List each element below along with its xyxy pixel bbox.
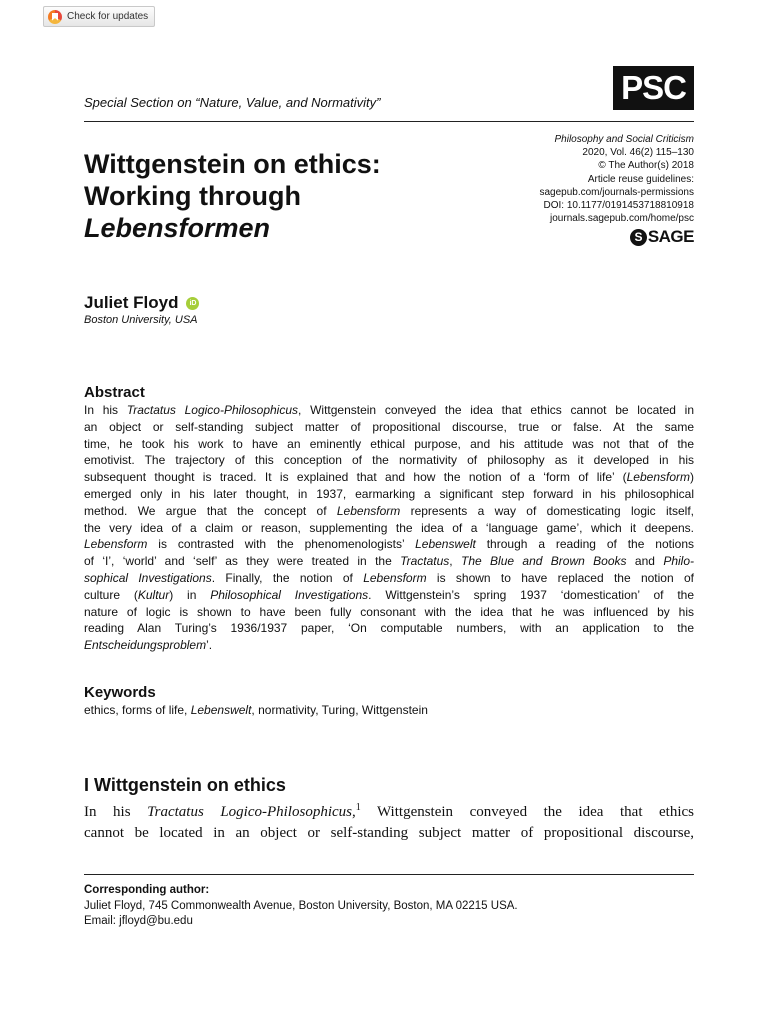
- abstract-line: [84, 637, 694, 654]
- abstract-line: [84, 419, 694, 436]
- body-paragraph: [84, 802, 694, 844]
- abstract-text: is shown to have replaced the notion of: [426, 570, 694, 585]
- abstract-text: time, he took his work to have an eminently ethical purpose, and his attitude was not that of the: [84, 436, 694, 451]
- abstract-text: In his: [84, 403, 127, 417]
- abstract-italic-text: Entscheidungsproblem: [84, 638, 207, 653]
- abstract-text: the very idea of a claim or reason, supplementing the idea of a ‘language game’, which it deepens.: [84, 520, 694, 535]
- abstract-text: . Wittgenstein’s spring 1937 ‘domestication’ of the: [368, 587, 695, 602]
- body-line-2: cannot be located in an object or self-standing subject matter of propositional discourse,: [84, 825, 694, 841]
- body-text-comma: ,: [351, 804, 356, 820]
- abstract-italic-text: The Blue and Brown Books: [460, 554, 627, 569]
- abstract-text: subsequent thought is traced. It is explained that and how the notion of a ‘form of life’ (: [84, 470, 627, 485]
- abstract-italic-text: Philo-: [663, 554, 694, 569]
- abstract-line: [84, 570, 694, 587]
- abstract-text: ) in: [169, 587, 211, 602]
- body-text-segment: In his: [84, 804, 148, 820]
- abstract-italic-text: Tractatus Logico-Philosophicus: [126, 403, 299, 417]
- abstract-text: is contrasted with the phenomenologists’: [147, 537, 416, 552]
- abstract-text: . Finally, the notion of: [211, 570, 364, 585]
- journal-info: [454, 133, 694, 225]
- keywords-part-3: , normativity, Turing, Wittgenstein: [251, 703, 428, 717]
- abstract-line: [84, 486, 694, 503]
- sage-logo: [630, 227, 694, 247]
- abstract-text: , Wittgenstein conveyed the idea that ethics cannot be located in: [298, 403, 695, 417]
- corresponding-author-heading: Corresponding author:: [84, 884, 210, 896]
- abstract-text: culture (: [84, 587, 138, 602]
- check-for-updates-button[interactable]: [43, 6, 155, 27]
- abstract-text: represents a way of domesticating logic itself,: [400, 503, 695, 518]
- abstract-line: [84, 520, 694, 537]
- abstract-line: [84, 402, 694, 419]
- abstract-italic-text: sophical Investigations: [84, 570, 212, 585]
- abstract-italic-text: Lebensform: [84, 537, 148, 552]
- footnote-marker[interactable]: 1: [355, 802, 361, 813]
- abstract-line: [84, 536, 694, 553]
- check-for-updates-label: Check for updates: [67, 11, 149, 22]
- abstract-italic-text: Philosophical Investigations: [210, 587, 369, 602]
- sage-mark-icon: [630, 229, 647, 246]
- copyright-notice: © The Author(s) 2018: [598, 160, 694, 172]
- orcid-icon[interactable]: iD: [186, 297, 199, 310]
- abstract-text: ): [690, 470, 694, 485]
- abstract-text: an object or self-standing subject matter of propositional discourse, true or false. At the same: [84, 419, 694, 434]
- abstract-text: ’.: [206, 638, 213, 653]
- body-text-segment: Wittgenstein conveyed the idea that ethics: [360, 804, 695, 820]
- abstract-text: emerged only in his later thought, in 1937, earmarking a significant step forward in his philosophical: [84, 486, 694, 501]
- abstract-line: [84, 503, 694, 520]
- journal-home-link[interactable]: journals.sagepub.com/home/psc: [550, 213, 694, 225]
- title-line-2: Working through: [84, 181, 301, 211]
- keywords-part-2: Lebenswelt: [190, 703, 252, 717]
- footer-divider: [84, 874, 694, 875]
- abstract-text: emotivist. The trajectory of this conception of the normativity of philosophy as it developed in his: [84, 453, 694, 468]
- abstract-italic-text: Kultur: [137, 587, 170, 602]
- abstract-text: nature of logic is shown to have been fully consonant with the idea that he was influenced by his: [84, 604, 694, 619]
- publisher-name: SAGE: [647, 227, 694, 246]
- corresponding-author-email[interactable]: Email: jfloyd@bu.edu: [84, 915, 193, 927]
- abstract-italic-text: Lebenswelt: [415, 537, 476, 552]
- article-title: [84, 148, 494, 244]
- author-name: Juliet Floyd: [84, 293, 179, 312]
- abstract-line: [84, 604, 694, 621]
- abstract-line: [84, 452, 694, 469]
- abstract-text: through a reading of the notions: [475, 537, 694, 552]
- abstract-text: of ‘I’, ‘world’ and ‘self’ as they were treated in the: [84, 554, 401, 569]
- abstract-italic-text: Lebensform: [626, 470, 690, 485]
- abstract-line: [84, 553, 694, 570]
- journal-volume: 2020, Vol. 46(2) 115–130: [582, 147, 694, 159]
- title-line-1: Wittgenstein on ethics:: [84, 149, 381, 179]
- abstract-line: [84, 436, 694, 453]
- keywords-part-1: ethics, forms of life,: [84, 703, 191, 717]
- abstract-italic-text: Tractatus: [400, 554, 450, 569]
- abstract-italic-text: Lebensform: [336, 503, 401, 518]
- reuse-guidelines-label: Article reuse guidelines:: [587, 173, 694, 185]
- corresponding-author-address: Juliet Floyd, 745 Commonwealth Avenue, Boston University, Boston, MA 02215 USA.: [84, 900, 518, 912]
- abstract-body: [84, 402, 694, 654]
- abstract-line: [84, 469, 694, 486]
- abstract-italic-text: Lebensform: [363, 570, 427, 585]
- section-heading: I Wittgenstein on ethics: [84, 775, 286, 795]
- keywords-list: [84, 703, 428, 717]
- special-section-label: Special Section on “Nature, Value, and Normativity”: [84, 95, 381, 110]
- abstract-heading: Abstract: [84, 384, 145, 401]
- author: [84, 293, 199, 313]
- abstract-text: reading Alan Turing’s 1936/1937 paper, ‘On computable numbers, with an application to the: [84, 621, 694, 636]
- abstract-line: [84, 587, 694, 604]
- journal-logo: PSC: [613, 66, 694, 110]
- doi-link[interactable]: DOI: 10.1177/0191453718810918: [543, 200, 694, 212]
- abstract-text: method. We argue that the concept of: [84, 503, 337, 518]
- crossmark-icon: [48, 10, 62, 24]
- keywords-heading: Keywords: [84, 684, 156, 701]
- abstract-text: ,: [449, 554, 461, 569]
- body-line-1: [84, 802, 694, 823]
- author-affiliation: Boston University, USA: [84, 314, 198, 326]
- journal-name: Philosophy and Social Criticism: [554, 134, 694, 145]
- abstract-line: [84, 620, 694, 637]
- header-divider: [84, 121, 694, 122]
- abstract-text: and: [626, 554, 664, 569]
- title-line-3: Lebensformen: [84, 213, 271, 243]
- body-text-italic: Tractatus Logico-Philosophicus: [147, 804, 352, 820]
- permissions-link[interactable]: sagepub.com/journals-permissions: [539, 186, 694, 198]
